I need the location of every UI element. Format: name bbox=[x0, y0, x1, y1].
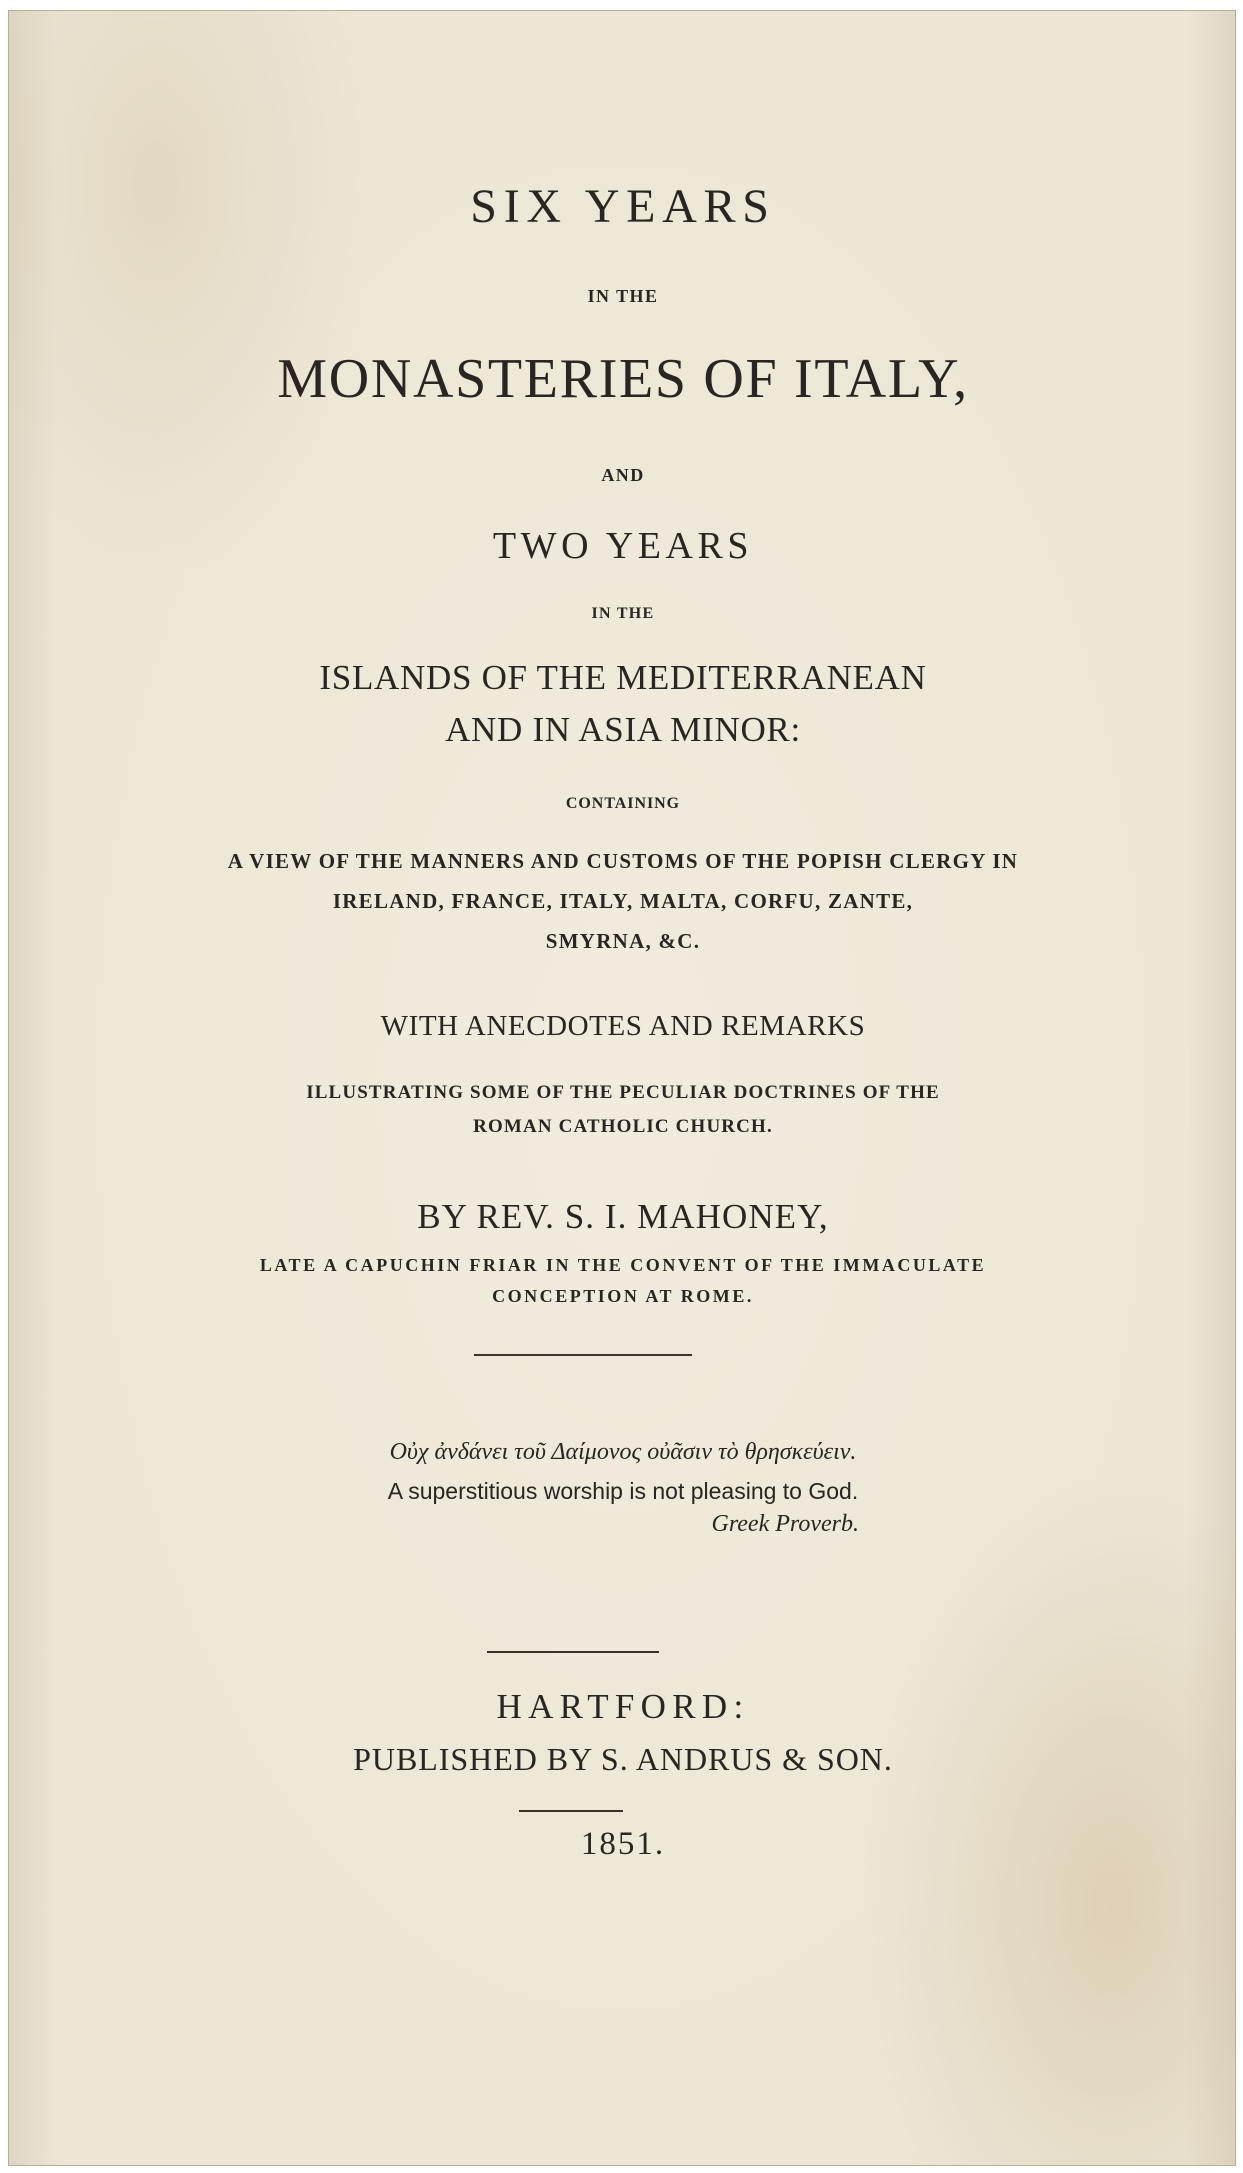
connector-in-the-second: IN THE bbox=[591, 605, 655, 622]
connector-and: AND bbox=[601, 465, 645, 485]
epigraph-greek: Οὐχ ἀνδάνει τοῦ Δαίμονος οὐᾶσιν τὸ θρησκεύειν. bbox=[389, 1439, 857, 1465]
author-description-line: LATE A CAPUCHIN FRIAR IN THE CONVENT OF THE IMMACULATE bbox=[259, 1255, 987, 1275]
title-line-two-years: TWO YEARS bbox=[492, 525, 754, 567]
subtitle-line: SMYRNA, &C. bbox=[545, 929, 701, 953]
author-line: BY REV. S. I. MAHONEY, bbox=[417, 1197, 829, 1236]
containing-label: CONTAINING bbox=[565, 795, 681, 812]
author-description-line: CONCEPTION AT ROME. bbox=[492, 1286, 754, 1306]
connector-in-the-first: IN THE bbox=[587, 286, 659, 306]
subtitle-line: IRELAND, FRANCE, ITALY, MALTA, CORFU, ZANTE, bbox=[332, 889, 914, 913]
title-line-monasteries: MONASTERIES OF ITALY, bbox=[277, 348, 969, 410]
title-line-six-years: SIX YEARS bbox=[470, 180, 776, 233]
epigraph-translation: A superstitious worship is not pleasing to God. bbox=[387, 1478, 859, 1504]
imprint-place: HARTFORD: bbox=[496, 1687, 750, 1726]
divider-rule bbox=[474, 1354, 692, 1356]
epigraph-source: Greek Proverb. bbox=[711, 1511, 859, 1537]
title-line-asia-minor: AND IN ASIA MINOR: bbox=[445, 710, 801, 749]
illustrating-line: ILLUSTRATING SOME OF THE PECULIAR DOCTRINES OF THE bbox=[306, 1082, 940, 1103]
divider-rule bbox=[487, 1651, 659, 1653]
illustrating-line: ROMAN CATHOLIC CHURCH. bbox=[473, 1116, 773, 1137]
title-line-islands: ISLANDS OF THE MEDITERRANEAN bbox=[319, 658, 927, 697]
divider-rule bbox=[519, 1810, 623, 1812]
imprint-year: 1851. bbox=[580, 1826, 666, 1862]
title-page bbox=[8, 10, 1236, 2166]
imprint-publisher: PUBLISHED BY S. ANDRUS & SON. bbox=[353, 1741, 893, 1777]
anecdotes-line: WITH ANECDOTES AND REMARKS bbox=[380, 1010, 866, 1042]
subtitle-line: A VIEW OF THE MANNERS AND CUSTOMS OF THE POPISH CLERGY IN bbox=[227, 849, 1019, 873]
